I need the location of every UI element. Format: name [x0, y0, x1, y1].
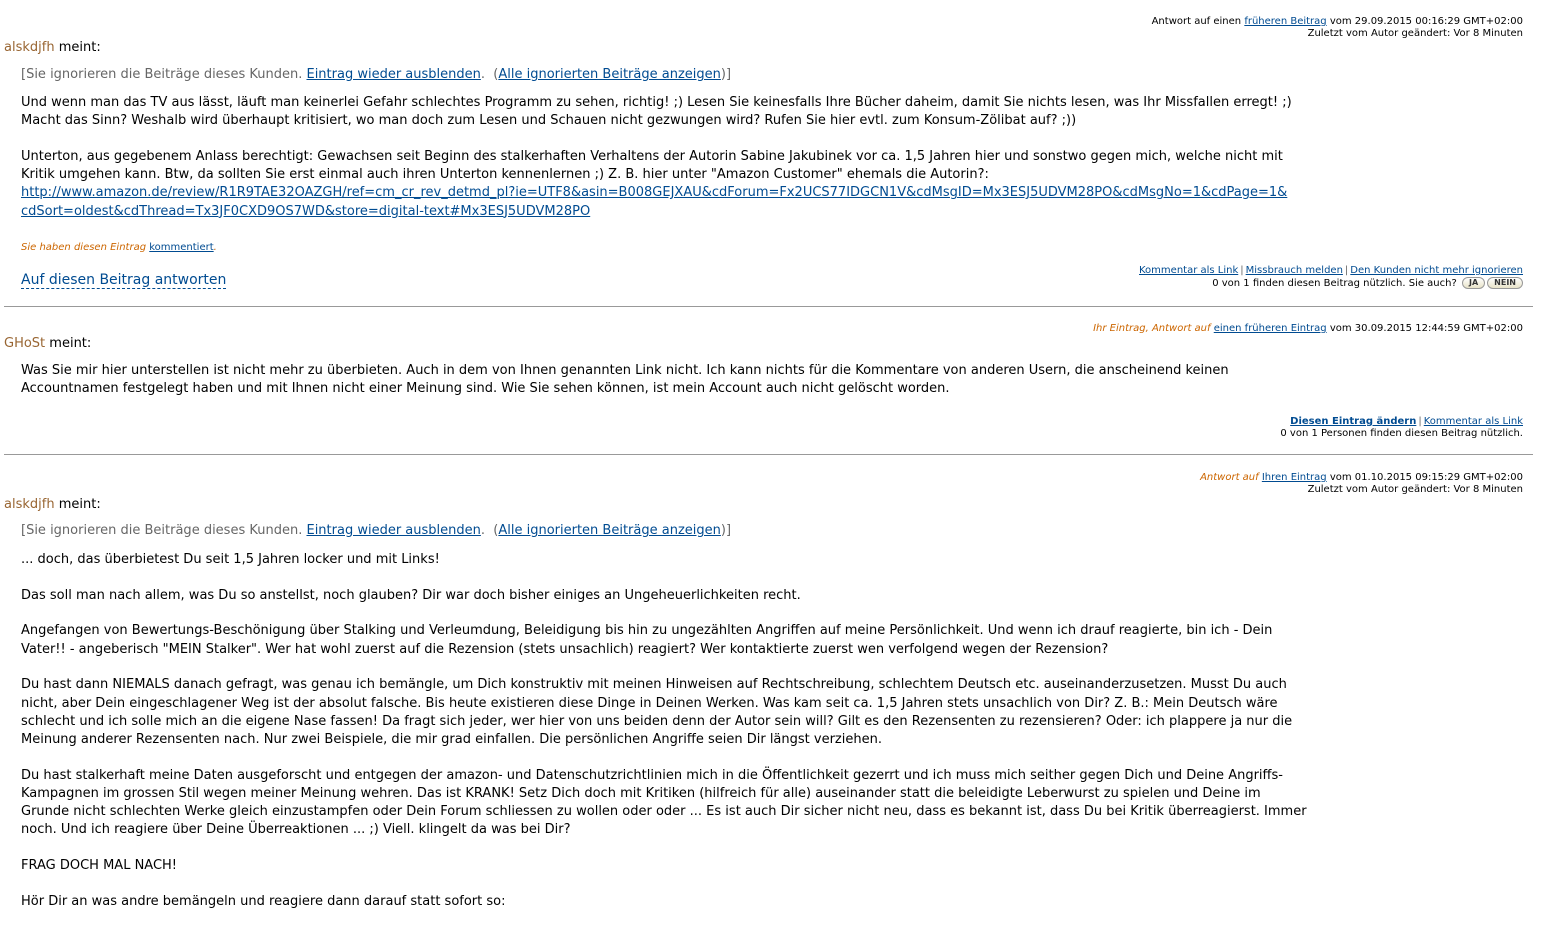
meta-date: vom 30.09.2015 12:44:59 GMT+02:00 — [1329, 323, 1523, 334]
meta-edited: Zuletzt vom Autor geändert: Vor 8 Minuten — [1307, 28, 1523, 39]
post-paragraph: Unterton, aus gegebenem Anlass berechtigt: Gewachsen seit Beginn des stalkerhaften Verhaltens der Autorin Sabine Jakubinek vor ca. 1,5 Jahren hier und sonstwo gegen mich, welche nicht mit Kritik umgehen kann. Btw, da sollten Sie erst einmal auch ihren Unterton kennenlernen ;) Z. B. hier unter "Amazon Customer" ehemals die Autorin?: — [21, 148, 1283, 183]
post-paragraph: Angefangen von Bewertungs-Beschönigung über Stalking und Verleumdung, Beleidigung bis hin zu ungezählten Angriffen auf meine Persönlichkeit. Und wenn ich drauf reagierte, bin ich - Dein Vater!! - angeberisch "MEIN Stalker". Wer hat wohl zuerst auf die Rezension (stets unsachlich) reagiert? Wer kontaktierte zuerst wen verfolgend wegen der Rezension? — [21, 623, 1273, 657]
meta-prefix: Ihr Eintrag, Antwort auf — [1093, 323, 1211, 334]
post-divider — [4, 454, 1533, 455]
hide-entry-link[interactable]: Eintrag wieder ausblenden — [306, 523, 481, 538]
meta-edited: Zuletzt vom Autor geändert: Vor 8 Minuten — [1307, 484, 1523, 495]
author-name-link[interactable]: alskdjfh — [4, 40, 55, 55]
commented-note-text: Sie haben diesen Eintrag — [21, 242, 147, 253]
post-divider — [4, 306, 1533, 307]
commented-link[interactable]: kommentiert — [149, 242, 214, 253]
report-abuse-link[interactable]: Missbrauch melden — [1245, 265, 1343, 276]
meta-prefix: Antwort auf einen — [1151, 16, 1242, 27]
post-body — [21, 94, 1311, 221]
post-paragraph: Was Sie mir hier unterstellen ist nicht mehr zu überbieten. Auch in dem von Ihnen genannten Link nicht. Ich kann nichts für die Kommentare von anderen Usern, die anscheinend keinen Accountnamen festgelegt haben und mit Ihnen nicht einer Meinung sind. Wie Sie sehen können, ist mein Account auch nicht gelöscht worden. — [21, 363, 1229, 397]
vote-yes-button[interactable]: JA — [1462, 277, 1485, 289]
your-entry-link[interactable]: Ihren Eintrag — [1261, 472, 1327, 483]
post-body — [21, 551, 1311, 928]
commented-note: Sie haben diesen Eintrag kommentiert. — [21, 242, 217, 253]
says-label: meint: — [58, 40, 101, 55]
post-author — [4, 336, 91, 352]
edit-entry-link[interactable]: Diesen Eintrag ändern — [1290, 416, 1417, 427]
ignored-text: [Sie ignorieren die Beiträge dieses Kunden. — [21, 523, 303, 538]
hide-entry-link[interactable]: Eintrag wieder ausblenden — [306, 67, 481, 82]
post-author — [4, 497, 101, 513]
post-body — [21, 362, 1261, 416]
meta-date: vom 01.10.2015 09:15:29 GMT+02:00 — [1329, 472, 1523, 483]
helpful-count: 0 von 1 Personen finden diesen Beitrag nützlich. — [1280, 428, 1523, 439]
meta-date: vom 29.09.2015 00:16:29 GMT+02:00 — [1329, 16, 1523, 27]
ignored-notice: [Sie ignorieren die Beiträge dieses Kunden. Eintrag wieder ausblenden. (Alle ignorierten Beiträge anzeigen)] — [21, 67, 732, 82]
post-meta — [1093, 323, 1523, 335]
author-name-link[interactable]: GHoSt — [4, 336, 46, 351]
unignore-customer-link[interactable]: Den Kunden nicht mehr ignorieren — [1350, 265, 1523, 276]
vote-no-button[interactable]: NEIN — [1487, 277, 1523, 289]
post-meta — [1200, 472, 1523, 496]
earlier-post-link[interactable]: früheren Beitrag — [1244, 16, 1327, 27]
author-name-link[interactable]: alskdjfh — [4, 497, 55, 512]
comment-as-link[interactable]: Kommentar als Link — [1139, 265, 1239, 276]
meta-prefix: Antwort auf — [1200, 472, 1259, 483]
says-label: meint: — [58, 497, 101, 512]
post-actions: Diesen Eintrag ändern | Kommentar als Link 0 von 1 Personen finden diesen Beitrag nützlich. — [1280, 416, 1523, 439]
post-paragraph: ... doch, das überbietest Du seit 1,5 Jahren locker und mit Links! — [21, 552, 440, 567]
post-meta — [1152, 16, 1523, 40]
post-paragraph: Du hast stalkerhaft meine Daten ausgeforscht und entgegen der amazon- und Datenschutzrichtlinien mich in die Öffentlichkeit gezerrt und ich muss mich seither gegen Dich und Deine Angriffs-Kampagnen im grossen Stil wegen meiner Meinung wehren. Das ist KRANK! Setz Dich doch mit Kritiken (hilfreich für alle) auseinander statt die beleidigte Leberwurst zu spielen und Deine im Grunde nicht schlechten Werke gleich einzustampfen oder Dein Forum schliessen zu wollen oder oder ... Es ist auch Dir sicher nicht neu, dass es bekannt ist, dass Du bei Kritik überreagierst. Immer noch. Und ich reagiere über Deine Überreaktionen ... ;) Viell. klingelt da was bei Dir? — [21, 767, 1307, 838]
helpful-count: 0 von 1 finden diesen Beitrag nützlich. Sie auch? — [1212, 278, 1457, 289]
post-paragraph: Du hast dann NIEMALS danach gefragt, was genau ich bemängle, um Dich konstruktiv mit meinen Hinweisen auf Rechtschreibung, schlechtem Deutsch etc. auseinanderzusetzen. Musst Du auch nicht, aber Dein eingeschlagener Weg ist der absolut falsche. Bis heute existieren diese Dinge in Deinen Werken. Was kam seit ca. 1,5 Jahren stets unsachlich von Dir? Z. B.: Mein Deutsch wäre schlecht und ich solle mich an die eigene Nase fassen! Da fragt sich jeder, wer hier von uns beiden denn der Autor sein will? Gilt es den Rezensenten zu rezensieren? Oder: ich plappere ja nur die Meinung anderer Rezensenten nach. Nur zwei Beispiele, die mir grad einfallen. Die persönlichen Angriffe seien Dir längst verziehen. — [21, 677, 1293, 747]
ignored-notice: [Sie ignorieren die Beiträge dieses Kunden. Eintrag wieder ausblenden. (Alle ignorierten Beiträge anzeigen)] — [21, 523, 732, 538]
post-actions: Kommentar als Link | Missbrauch melden | Den Kunden nicht mehr ignorieren 0 von 1 finden diesen Beitrag nützlich. Sie auch? JA NEIN — [1139, 265, 1523, 289]
post-paragraph: Das soll man nach allem, was Du so anstellst, noch glauben? Dir war doch bisher einiges an Ungeheuerlichkeiten recht. — [21, 587, 801, 603]
reply-button[interactable]: Auf diesen Beitrag antworten — [21, 272, 227, 288]
post-paragraph: Und wenn man das TV aus lässt, läuft man keinerlei Gefahr schlechtes Programm zu sehen, richtig! ;) Lesen Sie keinesfalls Ihre Bücher daheim, damit Sie nichts lesen, was Ihr Missfallen erregt! ;) Macht das Sinn? Weshalb wird überhaupt kritisiert, wo man doch zum Lesen und Schauen nicht gezwungen wird? Rufen Sie hier evtl. zum Konsum-Zölibat auf? ;)) — [21, 95, 1292, 129]
post-paragraph: FRAG DOCH MAL NACH! — [21, 857, 178, 873]
post-author — [4, 40, 101, 56]
says-label: meint: — [49, 336, 92, 351]
earlier-entry-link[interactable]: einen früheren Eintrag — [1213, 323, 1327, 334]
show-ignored-link[interactable]: Alle ignorierten Beiträge anzeigen — [498, 67, 721, 82]
review-url-link[interactable]: http://www.amazon.de/review/R1R9TAE32OAZGH/ref=cm_cr_rev_detmd_pl?ie=UTF8&asin=B008GEJXAU&cdForum=Fx2UCS77IDGCN1V&cdMsgID=Mx3ESJ5UDVM28PO&cdMsgNo=1&cdPage=1& — [21, 185, 1288, 201]
show-ignored-link[interactable]: Alle ignorierten Beiträge anzeigen — [498, 523, 721, 538]
comment-as-link[interactable]: Kommentar als Link — [1423, 416, 1523, 427]
post-paragraph: Hör Dir an was andre bemängeln und reagiere dann darauf statt sofort so: — [21, 893, 506, 909]
ignored-text: [Sie ignorieren die Beiträge dieses Kunden. — [21, 67, 303, 82]
review-url-link-cont[interactable]: cdSort=oldest&cdThread=Tx3JF0CXD9OS7WD&store=digital-text#Mx3ESJ5UDVM28PO — [21, 203, 591, 219]
